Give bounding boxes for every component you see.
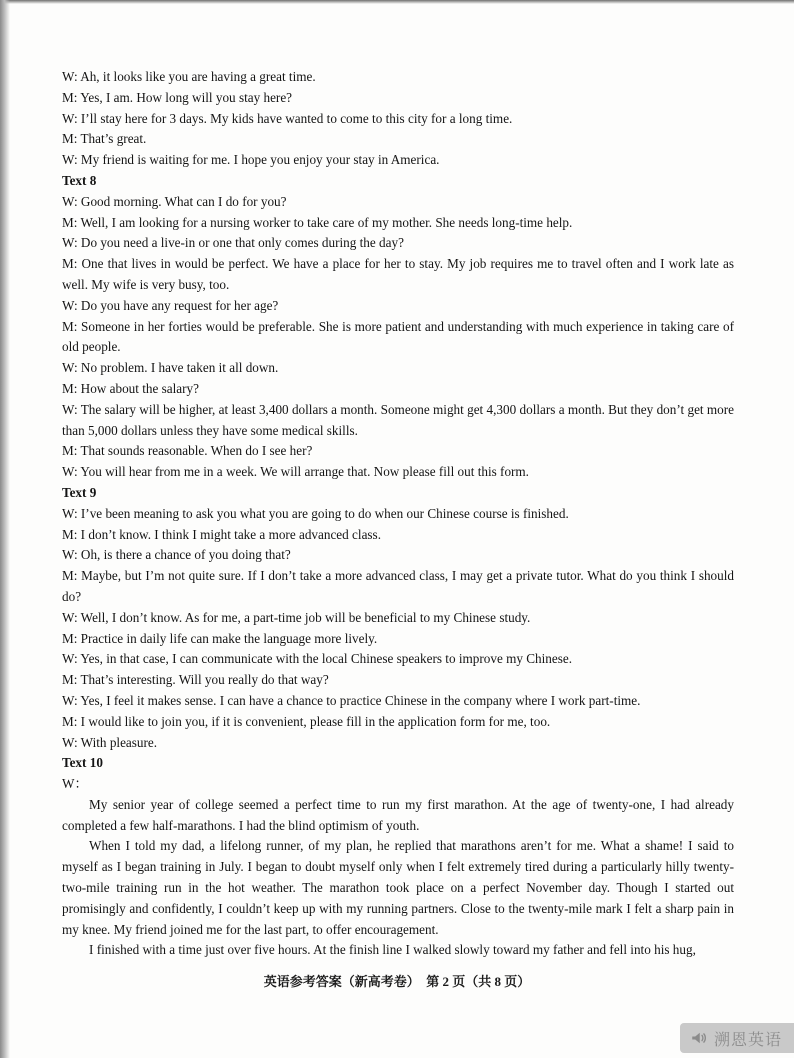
dialog-line: M: That’s great. [62,131,147,147]
dialog-line: M: Practice in daily life can make the language more lively. [62,630,378,646]
section-heading: Text 9 [62,484,97,500]
section-heading: Text 8 [62,172,97,188]
dialog-line: M: Well, I am looking for a nursing worker to take care of my mother. She needs long-time help. [62,214,573,230]
paragraph: I finished with a time just over five hours. At the finish line I walked slowly toward my father and fell into his hug, [89,942,696,958]
section-heading: Text 10 [62,755,103,771]
dialog-line: W: Do you need a live-in or one that only comes during the day? [62,235,404,251]
scan-edge-left [0,0,10,1058]
dialog-line: W: Good morning. What can I do for you? [62,193,287,209]
dialog-line: M: How about the salary? [62,380,199,396]
speaker-label: W： [62,776,88,792]
dialog-line: W: My friend is waiting for me. I hope you enjoy your stay in America. [62,152,440,168]
dialog-line: M: That’s interesting. Will you really do that way? [62,672,329,688]
dialog-line: W: No problem. I have taken it all down. [62,360,279,376]
document-body [62,67,734,961]
megaphone-icon [690,1029,708,1047]
dialog-line: M: Maybe, but I’m not quite sure. If I don’t take a more advanced class, I may get a private tutor. What do you think I should do? [62,568,734,604]
watermark [680,1023,794,1053]
dialog-line: W: Oh, is there a chance of you doing that? [62,547,291,563]
dialog-line: W: You will hear from me in a week. We will arrange that. Now please fill out this form. [62,464,529,480]
paragraph: My senior year of college seemed a perfect time to run my first marathon. At the age of twenty-one, I had already completed a few half-marathons. I had the blind optimism of youth. [62,796,734,833]
paragraph: When I told my dad, a lifelong runner, of my plan, he replied that marathons aren’t for me. What a shame! I said to myself as I began training in July. I began to doubt myself only when I felt extremely tired during a particularly hilly twenty-two-mile training run in the hot weather. The marathon took place on a perfect November day. Though I started out promisingly and confidently, I couldn’t keep up with my running partners. Close to the twenty-mile mark I felt a sharp pain in my knee. My friend joined me for the last part, to offer encouragement. [62,838,734,937]
dialog-line: M: One that lives in would be perfect. We have a place for her to stay. My job requires me to travel often and I work late as well. My wife is very busy, too. [62,256,734,292]
dialog-line: M: I don’t know. I think I might take a more advanced class. [62,526,381,542]
dialog-line: M: That sounds reasonable. When do I see her? [62,443,313,459]
dialog-line: M: I would like to join you, if it is convenient, please fill in the application form for me, too. [62,713,551,729]
watermark-text: 溯恩英语 [713,1029,782,1049]
page-footer: 英语参考答案（新高考卷） 第 2 页（共 8 页） [263,974,531,989]
dialog-line: M: Yes, I am. How long will you stay here? [62,89,293,105]
dialog-line: W: The salary will be higher, at least 3,400 dollars a month. Someone might get 4,300 dollars a month. But they don’t get more than 5,000 dollars unless they have some medical skills. [62,401,734,438]
dialog-line: W: Yes, I feel it makes sense. I can have a chance to practice Chinese in the company where I work part-time. [62,692,641,708]
dialog-line: W: With pleasure. [62,734,158,750]
dialog-line: M: Someone in her forties would be preferable. She is more patient and understanding with much experience in taking care of old people. [62,318,734,355]
scan-edge-top [0,0,794,4]
dialog-line: W: I’ll stay here for 3 days. My kids have wanted to come to this city for a long time. [62,110,513,126]
dialog-line: W: Do you have any request for her age? [62,297,279,313]
dialog-line: W: Well, I don’t know. As for me, a part-time job will be beneficial to my Chinese study. [62,609,531,625]
dialog-line: W: I’ve been meaning to ask you what you are going to do when our Chinese course is finished. [62,505,569,521]
dialog-line: W: Ah, it looks like you are having a great time. [62,69,316,84]
dialog-line: W: Yes, in that case, I can communicate with the local Chinese speakers to improve my Chinese. [62,651,573,667]
